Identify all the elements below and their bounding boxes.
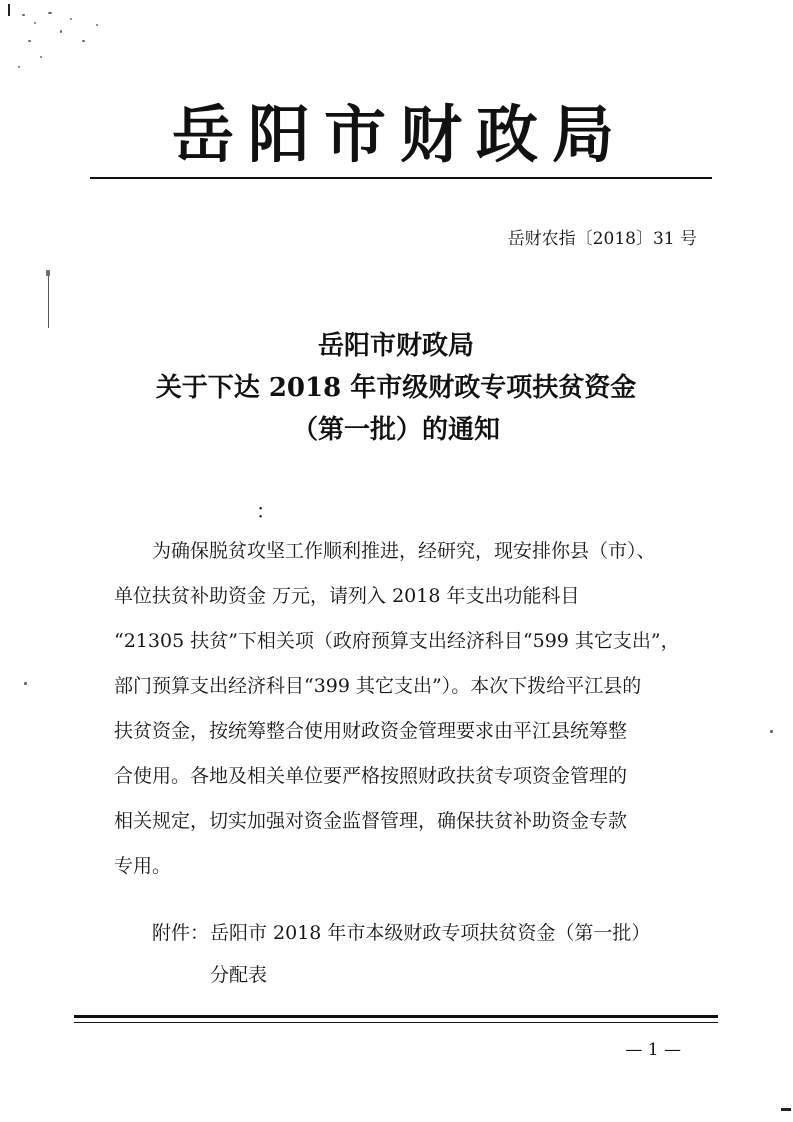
recipient-line: ： bbox=[256, 499, 276, 523]
body-line: “21305 扶贫”下相关项（政府预算支出经济科目“599 其它支出”， bbox=[114, 630, 680, 652]
attachment-title-cont: 分配表 bbox=[210, 964, 268, 986]
document-number: 岳财农指〔2018〕31 号 bbox=[507, 229, 697, 249]
footer-rule-thick bbox=[74, 1015, 718, 1018]
body-line: 扶贫资金，按统筹整合使用财政资金管理要求由平江县统筹整 bbox=[114, 720, 628, 742]
heading-line-1: 岳阳市财政局 bbox=[317, 331, 474, 361]
body-line: 单位扶贫补助资金 万元，请列入 2018 年支出功能科目 bbox=[114, 585, 580, 607]
body-line: 为确保脱贫攻坚工作顺利推进，经研究，现安排你县（市）、 bbox=[152, 540, 656, 562]
attachment-title: 岳阳市 2018 年市本级财政专项扶贫资金（第一批） bbox=[210, 922, 651, 944]
heading-line-3: （第一批）的通知 bbox=[291, 415, 500, 445]
body-line: 部门预算支出经济科目“399 其它支出”）。本次下拨给平江县的 bbox=[114, 675, 642, 697]
letterhead-rule bbox=[90, 177, 712, 179]
heading-line-2: 关于下达 2018 年市级财政专项扶贫资金 bbox=[155, 373, 637, 403]
body-line: 相关规定，切实加强对资金监督管理，确保扶贫补助资金专款 bbox=[114, 810, 628, 832]
letterhead-organization: 岳阳市财政局 bbox=[171, 98, 628, 171]
attachment-label: 附件： bbox=[152, 922, 210, 944]
footer-rule-thin bbox=[74, 1022, 718, 1023]
body-line: 合使用。各地及相关单位要严格按照财政扶贫专项资金管理的 bbox=[114, 765, 628, 787]
page-number: — 1 — bbox=[625, 1040, 681, 1060]
body-line: 专用。 bbox=[114, 855, 172, 877]
